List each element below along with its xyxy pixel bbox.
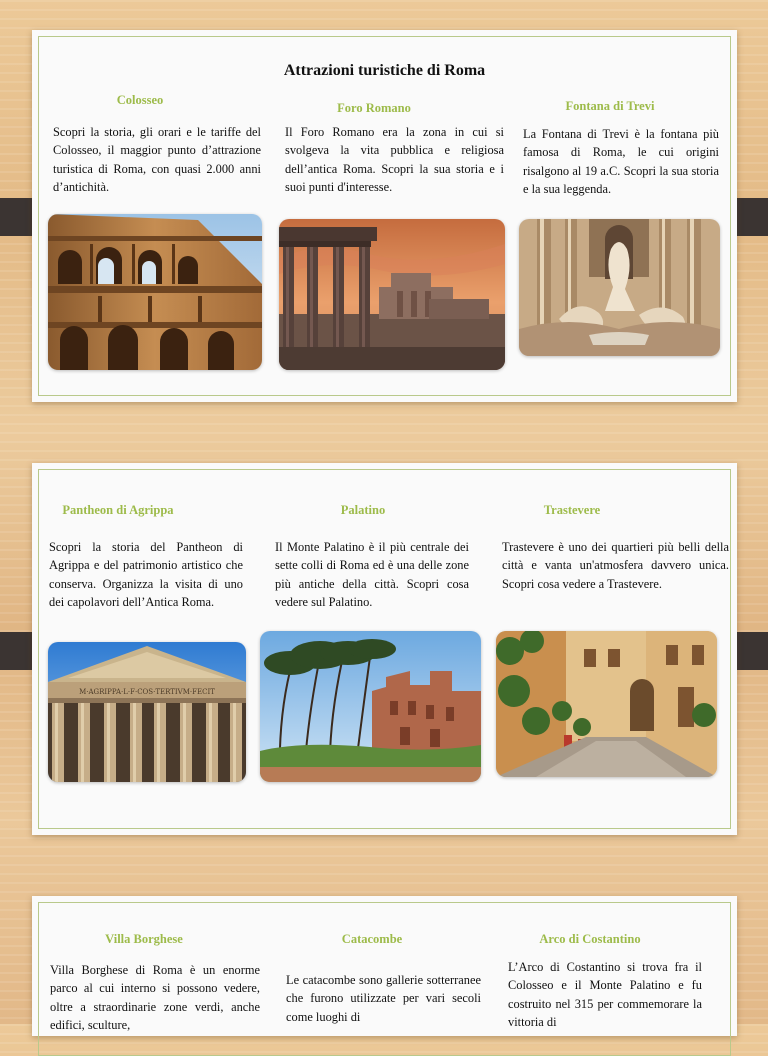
card-heading-palatino: Palatino (340, 503, 386, 517)
trastevere-photo (496, 631, 717, 777)
pantheon-photo (48, 642, 246, 782)
card-text-pantheon: Scopri la storia del Pantheon di Agrippa e del patrimonio artistico che conserva. Organizza la visita di uno dei capolavori dell’Antica Roma. (49, 540, 243, 609)
card-text-arco-di-costantino: L’Arco di Costantino si trova fra il Colosseo e il Monte Palatino e fu costruito nel 315 per commemorare la vittoria di (508, 960, 702, 1029)
card-heading-villa-borghese: Villa Borghese (105, 932, 183, 946)
card-heading-catacombe: Catacombe (341, 932, 403, 946)
page-1 (32, 30, 737, 402)
card-heading-fontana-di-trevi: Fontana di Trevi (565, 99, 655, 113)
card-heading-trastevere: Trastevere (543, 503, 601, 517)
card-text-fontana-di-trevi: La Fontana di Trevi è la fontana più famosa di Roma, le cui origini risalgono al 19 a.C. Scopri la sua storia e la sua leggenda. (523, 127, 719, 196)
card-heading-foro-romano: Foro Romano (337, 101, 411, 115)
trevi-fountain-photo (519, 219, 720, 356)
card-text-foro-romano: Il Foro Romano era la zona in cui si svolgeva la vita pubblica e religiosa dell’antica Roma. Scopri la sua storia e i suoi punti d'interesse. (285, 125, 504, 194)
card-text-trastevere: Trastevere è uno dei quartieri più belli della città e vanta un'atmosfera davvero unica. Scopri cosa vedere a Trastevere. (502, 540, 729, 591)
page-3 (32, 896, 737, 1036)
card-text-catacombe: Le catacombe sono gallerie sotterranee che furono utilizzate per vari secoli come luoghi di (286, 973, 481, 1024)
palatine-photo (260, 631, 481, 782)
card-text-villa-borghese: Villa Borghese di Roma è un enorme parco al cui interno si possono vedere, oltre a straordinarie zone verdi, anche edifici, sculture, (50, 963, 260, 1032)
page-title: Attrazioni turistiche di Roma (283, 62, 486, 79)
card-heading-arco-di-costantino: Arco di Costantino (539, 932, 641, 946)
page-2 (32, 463, 737, 835)
card-heading-colosseo: Colosseo (116, 93, 164, 107)
colosseum-photo (48, 214, 262, 370)
roman-forum-photo (279, 219, 505, 370)
card-heading-pantheon: Pantheon di Agrippa (62, 503, 174, 517)
card-text-palatino: Il Monte Palatino è il più centrale dei sette colli di Roma ed è una delle zone più antiche della città. Scopri cosa vedere sul Palatino. (275, 540, 469, 609)
card-text-colosseo: Scopri la storia, gli orari e le tariffe del Colosseo, il maggior punto d’attrazione turistica di Roma, con quasi 2.000 anni d’antichità. (53, 125, 261, 194)
pantheon-inscription: M·AGRIPPA·L·F·COS·TERTIVM·FECIT (79, 688, 215, 696)
